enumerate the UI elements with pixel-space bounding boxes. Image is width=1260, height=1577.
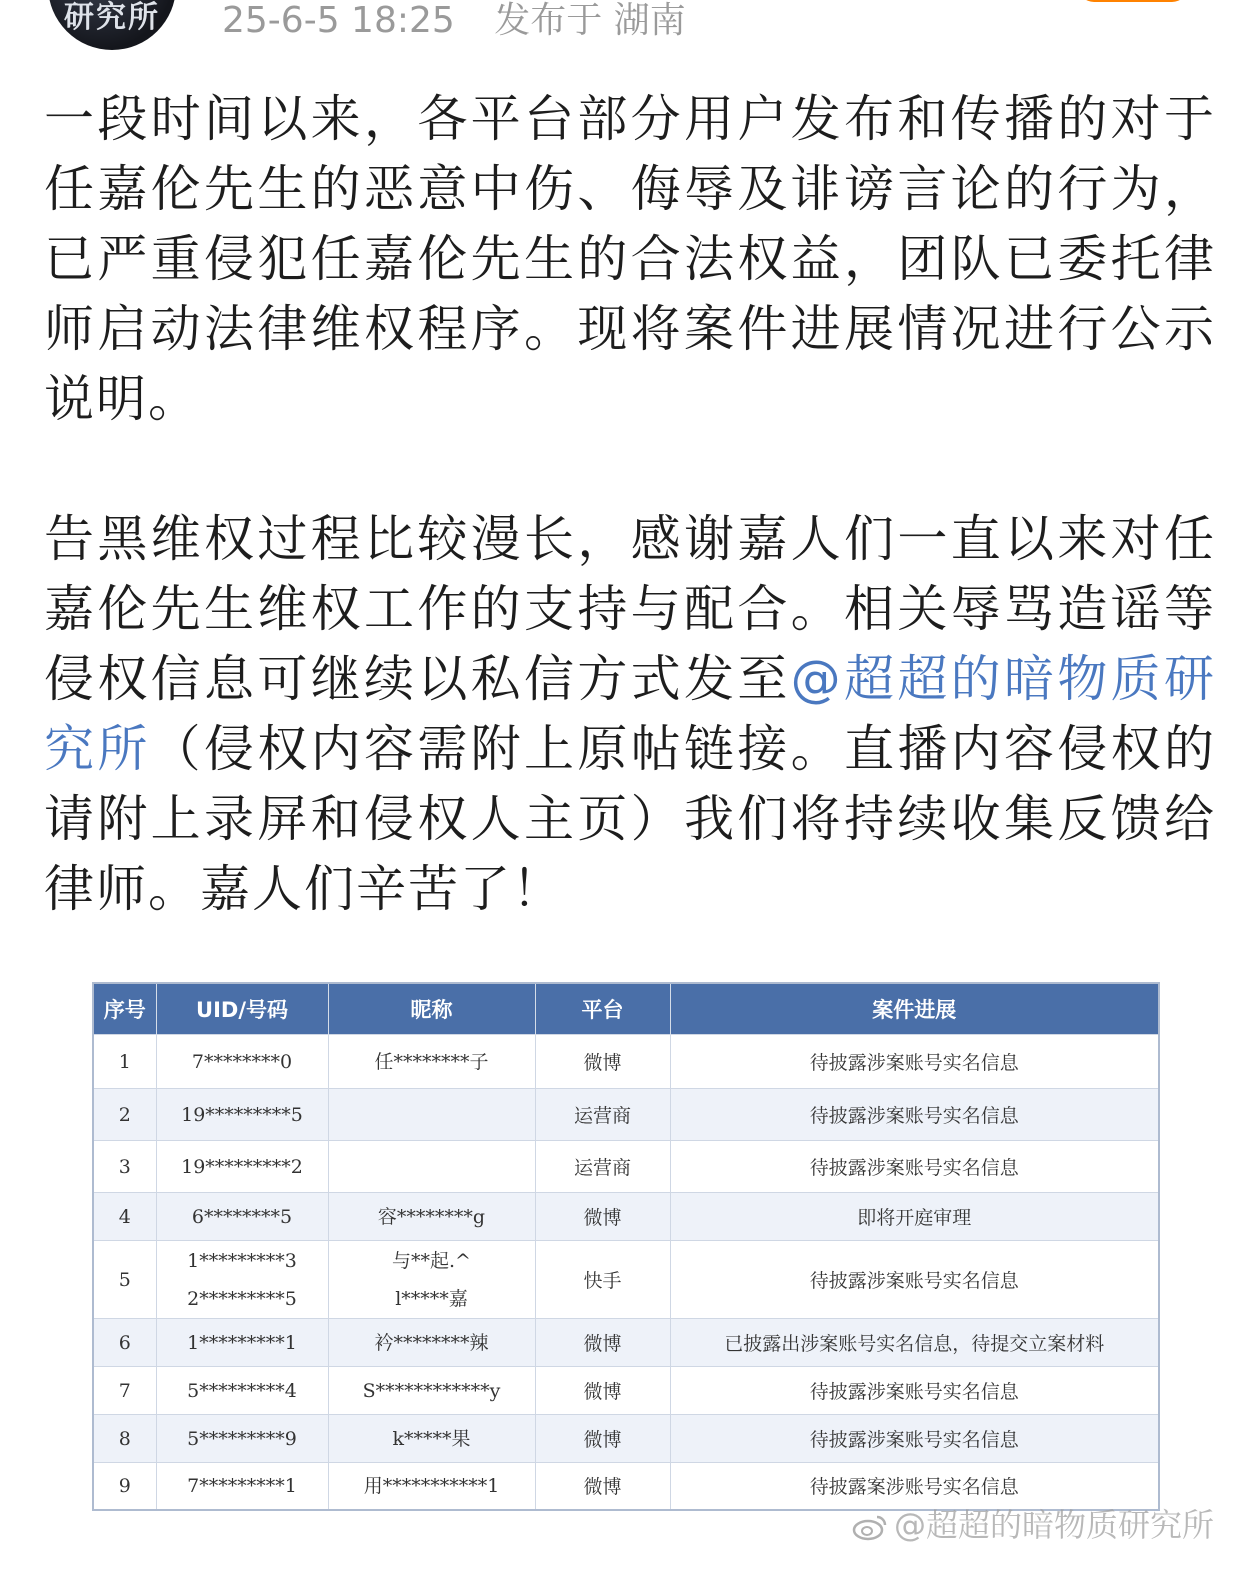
cell-platform: 微博	[535, 1035, 670, 1089]
cell-progress: 即将开庭审理	[670, 1193, 1158, 1241]
cell-nickname	[328, 1035, 535, 1089]
post-timestamp: 25-6-5 18:25	[222, 0, 455, 41]
post-body	[44, 84, 1216, 924]
mention-link[interactable]: @超超的暗物质研究所	[44, 650, 1217, 778]
post-paragraph-2-tail: （侵权内容需附上原帖链接。直播内容侵权的请附上录屏和侵权人主页）我们将持续收集反馈给律师。嘉人们辛苦了！	[44, 720, 1217, 918]
cell-nickname	[328, 1463, 535, 1509]
table-row	[94, 1089, 1158, 1141]
header-nickname: 昵称	[328, 984, 535, 1035]
table-row	[94, 1141, 1158, 1193]
cell-progress: 已披露出涉案账号实名信息，待提交立案材料	[670, 1319, 1158, 1367]
cell-uid-line: 19*********5	[181, 1103, 303, 1126]
cell-index: 2	[94, 1089, 156, 1141]
cell-progress: 待披露涉案账号实名信息	[670, 1415, 1158, 1463]
table-row	[94, 1415, 1158, 1463]
watermark-text: @超超的暗物质研究所	[894, 1506, 1215, 1544]
post-meta	[222, 0, 714, 43]
header-platform: 平台	[535, 984, 670, 1035]
cell-uid-line: 7********0	[191, 1050, 293, 1073]
cell-nickname-line: 衿********辣	[374, 1331, 489, 1354]
table-header-row	[94, 984, 1158, 1035]
avatar[interactable]	[48, 0, 176, 50]
cell-platform: 微博	[535, 1319, 670, 1367]
cell-nickname-line: 用***********1	[363, 1474, 500, 1497]
follow-button[interactable]	[1078, 0, 1188, 2]
cell-progress: 待披露涉案账号实名信息	[670, 1141, 1158, 1193]
header-index: 序号	[94, 984, 156, 1035]
cell-index: 8	[94, 1415, 156, 1463]
cell-uid	[156, 1415, 328, 1463]
header-uid: UID/号码	[156, 984, 328, 1035]
table-row	[94, 1367, 1158, 1415]
cell-uid	[156, 1319, 328, 1367]
cell-nickname-line: k*****果	[392, 1427, 471, 1450]
cell-index: 9	[94, 1463, 156, 1509]
table-row	[94, 1193, 1158, 1241]
cell-nickname-line: 与**起.^	[392, 1249, 471, 1272]
cell-uid-line: 5*********4	[187, 1379, 297, 1402]
cell-index: 6	[94, 1319, 156, 1367]
cell-platform: 运营商	[535, 1141, 670, 1193]
cell-platform: 微博	[535, 1415, 670, 1463]
cell-nickname-line: 任********子	[374, 1050, 489, 1073]
cell-index: 1	[94, 1035, 156, 1089]
cell-nickname	[328, 1193, 535, 1241]
header-progress: 案件进展	[670, 984, 1158, 1035]
cell-nickname	[328, 1319, 535, 1367]
cell-progress: 待披露案涉账号实名信息	[670, 1463, 1158, 1509]
cell-uid-line: 1*********1	[187, 1331, 297, 1354]
cell-uid	[156, 1241, 328, 1319]
cell-platform: 运营商	[535, 1089, 670, 1141]
cell-nickname	[328, 1241, 535, 1319]
cell-platform: 微博	[535, 1367, 670, 1415]
cell-uid	[156, 1035, 328, 1089]
cell-uid-line: 19*********2	[181, 1155, 303, 1178]
cell-nickname-line: l*****嘉	[395, 1287, 468, 1310]
watermark	[852, 1500, 1214, 1546]
table-row	[94, 1319, 1158, 1367]
post-paragraph-2-text: 告黑维权过程比较漫长，感谢嘉人们一直以来对任嘉伦先生维权工作的支持与配合。相关辱骂造谣等侵权信息可继续以私信方式发至	[44, 510, 1216, 708]
cell-uid-line: 5*********9	[187, 1427, 297, 1450]
cell-uid	[156, 1463, 328, 1509]
table-row	[94, 1035, 1158, 1089]
weibo-icon	[852, 1513, 888, 1541]
cell-uid-line: 7*********1	[187, 1474, 297, 1497]
cell-uid-line: 2*********5	[187, 1287, 297, 1310]
table-row	[94, 1241, 1158, 1319]
post-paragraph-1: 一段时间以来，各平台部分用户发布和传播的对于任嘉伦先生的恶意中伤、侮辱及诽谤言论的行为，已严重侵犯任嘉伦先生的合法权益，团队已委托律师启动法律维权程序。现将案件进展情况进行公示说明。	[44, 90, 1216, 428]
post-location: 发布于 湖南	[494, 0, 686, 41]
cell-uid	[156, 1367, 328, 1415]
cell-index: 4	[94, 1193, 156, 1241]
cell-nickname-line: 容********g	[377, 1205, 486, 1228]
cell-nickname	[328, 1367, 535, 1415]
cell-platform: 快手	[535, 1241, 670, 1319]
cell-index: 5	[94, 1241, 156, 1319]
cell-progress: 待披露涉案账号实名信息	[670, 1089, 1158, 1141]
case-progress-table-image[interactable]	[92, 982, 1160, 1511]
avatar-text: 研究所	[64, 0, 160, 35]
cell-index: 3	[94, 1141, 156, 1193]
cell-nickname	[328, 1141, 535, 1193]
cell-uid-line: 6********5	[191, 1205, 293, 1228]
case-progress-table	[94, 984, 1158, 1509]
cell-platform: 微博	[535, 1193, 670, 1241]
cell-uid	[156, 1141, 328, 1193]
cell-progress: 待披露涉案账号实名信息	[670, 1367, 1158, 1415]
cell-nickname	[328, 1415, 535, 1463]
cell-platform: 微博	[535, 1463, 670, 1509]
cell-progress: 待披露涉案账号实名信息	[670, 1241, 1158, 1319]
cell-index: 7	[94, 1367, 156, 1415]
table-body	[94, 1035, 1158, 1509]
cell-nickname	[328, 1089, 535, 1141]
post-paragraph-2	[44, 504, 1216, 924]
cell-nickname-line: S************y	[362, 1379, 501, 1402]
cell-uid	[156, 1193, 328, 1241]
cell-uid	[156, 1089, 328, 1141]
cell-uid-line: 1*********3	[187, 1249, 297, 1272]
cell-progress: 待披露涉案账号实名信息	[670, 1035, 1158, 1089]
